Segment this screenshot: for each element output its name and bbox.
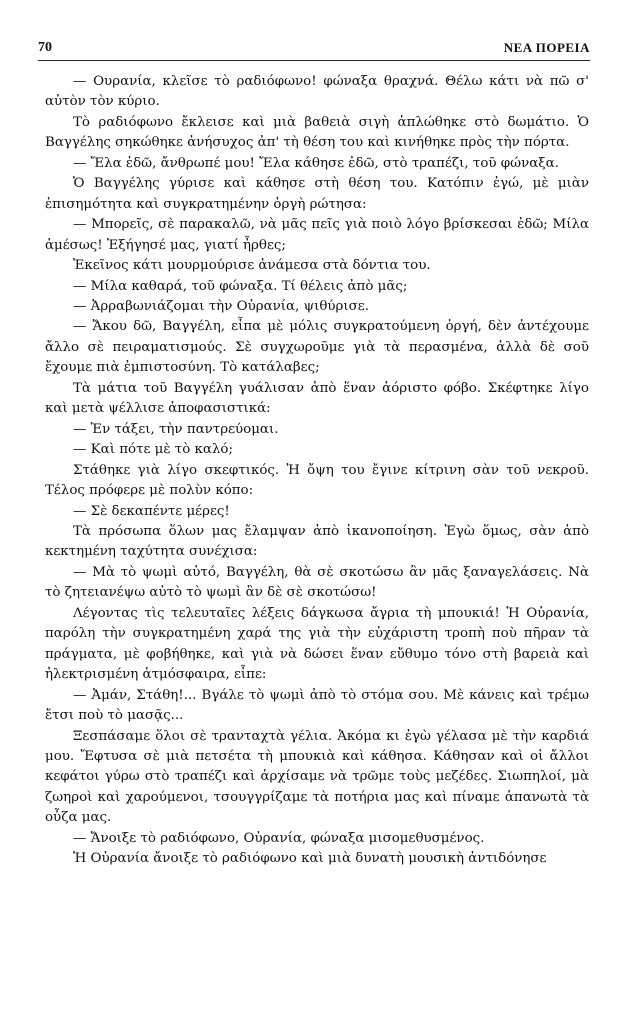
paragraph: — Σὲ δεκαπέντε μέρες! (73, 503, 230, 519)
running-title: ΝΕΑ ΠΟΡΕΙΑ (503, 40, 590, 55)
paragraph: — Ἐν τάξει, τὴν παντρεύομαι. (73, 421, 279, 437)
paragraph: — Ἄνοιξε τὸ ραδιόφωνο, Οὐρανία, φώναξα μισομεθυσμένος. (73, 830, 485, 846)
paragraph: — Μὰ τὸ ψωμὶ αὐτό, Βαγγέλη, θὰ σὲ σκοτώσω ἂν μᾶς ξαναγελάσεις. Νὰ τὸ ζητειανέψω αὐτὸ τὸ ψωμὶ ἂν δὲ σὲ σκοτώσω! (45, 564, 589, 601)
paragraph: — Μπορεῖς, σὲ παρακαλῶ, νὰ μᾶς πεῖς γιὰ ποιὸ λόγο βρίσκεσαι ἐδῶ; Μίλα ἀμέσως! Ἐξήγησέ μας, γιατί ἦρθες; (45, 217, 589, 253)
paragraph: Ἡ Οὐρανία ἄνοιξε τὸ ραδιόφωνο καὶ μιὰ δυνατὴ μουσικὴ ἀντιδόνησε (73, 851, 547, 867)
paragraph: — Καὶ πότε μὲ τὸ καλό; (73, 442, 234, 458)
paragraph: — Μίλα καθαρά, τοῦ φώναξα. Τί θέλεις ἀπὸ μᾶς; (73, 278, 408, 294)
paragraph: — Ἔλα ἐδῶ, ἄνθρωπέ μου! Ἔλα κάθησε ἐδῶ, στὸ τραπέζι, τοῦ φώναξα. (73, 155, 559, 171)
paragraph: Στάθηκε γιὰ λίγο σκεφτικός. Ἡ ὄψη του ἔγινε κίτρινη σὰν τοῦ νεκροῦ. Τέλος πρόφερε μὲ πολὺν κόπο: (45, 462, 589, 499)
paragraph: Λέγοντας τὶς τελευταῖες λέξεις δάγκωσα ἄγρια τὴ μπουκιά! Ἡ Οὐρανία, παρόλη τὴν συγκρατημένη χαρά της γιὰ τὴν εὐχάριστη τροπὴ ποὺ πῆραν τὰ πράγματα, μὲ φοβήθηκε, καὶ γιὰ νὰ δώσει ἕναν εὔθυμο τόνο στὴ βαρειὰ καὶ ἠλεκτρισμένη ἀτμόσφαιρα, εἶπε: (45, 605, 589, 683)
paragraph: Ὁ Βαγγέλης γύρισε καὶ κάθησε στὴ θέση του. Κατόπιν ἐγώ, μὲ μιὰν ἐπισημότητα καὶ συγκρατημένην ὀργὴ ρώτησα: (45, 176, 589, 212)
paragraph: Τὸ ραδιόφωνο ἔκλεισε καὶ μιὰ βαθειὰ σιγὴ ἁπλώθηκε στὸ δωμάτιο. Ὁ Βαγγέλης σηκώθηκε ἀνήσυχος ἀπ' τὴ θέση του καὶ κινήθηκε πρὸς τὴν πόρτα. (45, 114, 589, 151)
paragraph: — Ἀμάν, Στάθη!... Βγάλε τὸ ψωμὶ ἀπὸ τὸ στόμα σου. Μὲ κάνεις καὶ τρέμω ἔτσι ποὺ τὸ μασᾷς... (45, 687, 589, 724)
paragraph: Ξεσπάσαμε ὅλοι σὲ τρανταχτὰ γέλια. Ἀκόμα κι ἐγὼ γέλασα μὲ τὴν καρδιά μου. Ἔφτυσα σὲ μιὰ πετσέτα τὴ μπουκιὰ καὶ κάθησα. Κάθησαν καὶ οἱ ἄλλοι κεφάτοι γύρω στὸ τραπέζι καὶ ἀρχίσαμε νὰ τρῶμε τοὺς μεζέδες. Σιωπηλοί, μὰ ζωηροὶ καὶ χαρούμενοι, τσουγγρίζαμε τὰ ποτήρια μας καὶ πίναμε ἀπανωτὰ τὰ οὖζα μας. (45, 728, 589, 826)
paragraph: Τὰ πρόσωπα ὅλων μας ἔλαμψαν ἀπὸ ἱκανοποίηση. Ἐγὼ ὅμως, σὰν ἀπὸ κεκτημένη ταχύτητα συνέχισα: (45, 523, 589, 560)
paragraph: Τὰ μάτια τοῦ Βαγγέλη γυάλισαν ἀπὸ ἕναν ἀόριστο φόβο. Σκέφτηκε λίγο καὶ μετὰ ψέλλισε ἀποφασιστικά: (45, 380, 589, 417)
body-text (45, 72, 589, 870)
paragraph: Ἐκεῖνος κάτι μουρμούρισε ἀνάμεσα στὰ δόντια του. (73, 258, 431, 274)
page-number: 70 (38, 40, 52, 55)
paragraph: — Ουρανία, κλεῖσε τὸ ραδιόφωνο! φώναξα θραχνά. Θέλω κάτι νὰ πῶ σ' αὐτὸν τὸν κύριο. (45, 74, 589, 110)
paragraph: — Ἄκου δῶ, Βαγγέλη, εἶπα μὲ μόλις συγκρατούμενη ὀργή, δὲν ἀντέχουμε ἄλλο σὲ πειραματισμούς. Σὲ συγχωροῦμε γιὰ τὰ περασμένα, ἀλλὰ δὲ σοῦ ἔχουμε πιὰ ἐμπιστοσύνη. Τὸ κατάλαβες; (45, 319, 589, 376)
page-header (38, 38, 590, 61)
paragraph: — Ἀρραβωνιάζομαι τὴν Οὐρανία, ψιθύρισε. (73, 298, 369, 314)
